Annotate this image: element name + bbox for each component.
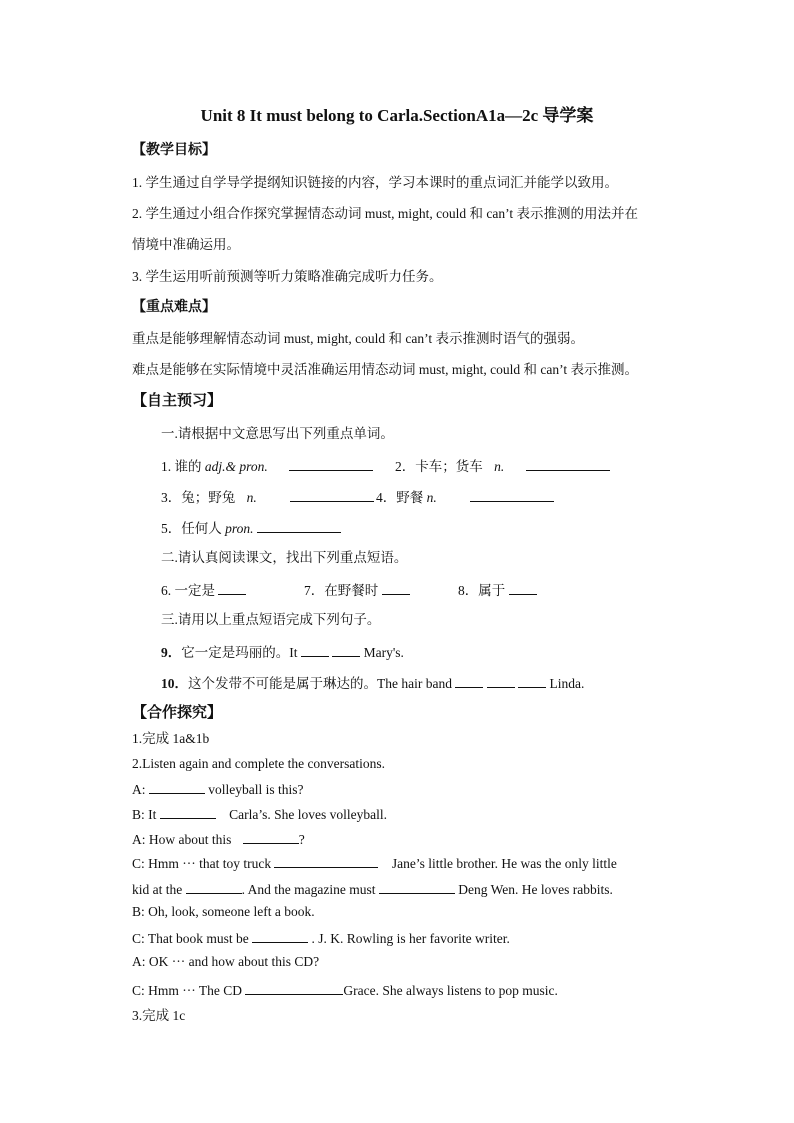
conversation-line-3: A: How about this ? <box>132 829 305 849</box>
sentence-10: 10．这个发带不可能是属于琳达的。The hair band Linda. <box>161 673 584 693</box>
word-2-blank[interactable] <box>526 456 610 471</box>
conv-7-blank[interactable] <box>252 928 308 943</box>
phrase-6-blank[interactable] <box>218 580 246 595</box>
conv-9-blank[interactable] <box>245 980 343 995</box>
conv-2-blank[interactable] <box>160 804 216 819</box>
sentence-9: 9．它一定是玛丽的。It Mary's. <box>161 642 404 662</box>
objective-3: 3. 学生运用听前预测等听力策略准确完成听力任务。 <box>132 269 443 284</box>
word-5-blank[interactable] <box>257 518 341 533</box>
phrase-item-6: 6. 一定是 <box>161 580 246 600</box>
conversation-line-9: C: Hmm ··· The CD Grace. She always listens to pop music. <box>132 980 558 1000</box>
word-3-blank[interactable] <box>290 487 374 502</box>
coop-item-3: 3.完成 1c <box>132 1008 186 1023</box>
keypoints-heading: 【重点难点】 <box>132 300 216 315</box>
coop-item-2: 2.Listen again and complete the conversations. <box>132 756 386 771</box>
phrase-8-blank[interactable] <box>509 580 537 595</box>
sentence-9-blank-1[interactable] <box>301 642 329 657</box>
word-4-blank[interactable] <box>470 487 554 502</box>
word-item-5: 5．任何人 pron. <box>161 518 341 538</box>
sentence-10-blank-3[interactable] <box>518 673 546 688</box>
preview-part3: 三.请用以上重点短语完成下列句子。 <box>161 612 381 627</box>
sentence-10-blank-2[interactable] <box>487 673 515 688</box>
coop-heading: 【合作探究】 <box>132 705 223 721</box>
preview-part2: 二.请认真阅读课文，找出下列重点短语。 <box>161 550 408 565</box>
conv-5-blank-2[interactable] <box>379 879 455 894</box>
conv-4-blank[interactable] <box>274 853 378 868</box>
phrase-item-8: 8．属于 <box>458 580 537 600</box>
word-item-2: 2．卡车；货车 n. <box>395 456 610 476</box>
conv-3-blank[interactable] <box>243 829 299 844</box>
key-point: 重点是能够理解情态动词 must, might, could 和 can’t 表示推测时语气的强弱。 <box>132 331 584 346</box>
page-title: Unit 8 It must belong to Carla.SectionA1a—2c 导学案 <box>200 106 594 125</box>
conversation-line-8: A: OK ··· and how about this CD? <box>132 954 320 969</box>
word-item-3: 3．兔；野兔 n. <box>161 487 374 507</box>
word-item-4: 4．野餐 n. <box>376 487 554 507</box>
phrase-item-7: 7．在野餐时 <box>304 580 410 600</box>
objective-1: 1. 学生通过自学导学提纲知识链接的内容，学习本课时的重点词汇并能学以致用。 <box>132 175 618 190</box>
sentence-9-blank-2[interactable] <box>332 642 360 657</box>
conversation-line-1: A: volleyball is this? <box>132 779 304 799</box>
phrase-7-blank[interactable] <box>382 580 410 595</box>
conversation-line-7: C: That book must be . J. K. Rowling is her favorite writer. <box>132 928 510 948</box>
sentence-10-blank-1[interactable] <box>455 673 483 688</box>
conversation-line-2: B: It Carla’s. She loves volleyball. <box>132 804 387 824</box>
objectives-heading: 【教学目标】 <box>132 143 216 158</box>
conversation-line-4: C: Hmm ··· that toy truck Jane’s little brother. He was the only little <box>132 853 617 873</box>
conv-5-blank-1[interactable] <box>186 879 242 894</box>
coop-item-1: 1.完成 1a&1b <box>132 731 210 746</box>
preview-part1: 一.请根据中文意思写出下列重点单词。 <box>161 426 394 441</box>
conversation-line-5: kid at the . And the magazine must Deng Wen. He loves rabbits. <box>132 879 613 899</box>
difficult-point: 难点是能够在实际情境中灵活准确运用情态动词 must, might, could 和 can’t 表示推测。 <box>132 362 638 377</box>
objective-2: 2. 学生通过小组合作探究掌握情态动词 must, might, could 和 can’t 表示推测的用法并在 <box>132 206 638 221</box>
conversation-line-6: B: Oh, look, someone left a book. <box>132 904 315 919</box>
word-item-1: 1. 谁的 adj.& pron. <box>161 456 373 476</box>
word-1-blank[interactable] <box>289 456 373 471</box>
conv-1-blank[interactable] <box>149 779 205 794</box>
preview-heading: 【自主预习】 <box>132 393 223 409</box>
objective-2-cont: 情境中准确运用。 <box>132 237 240 252</box>
